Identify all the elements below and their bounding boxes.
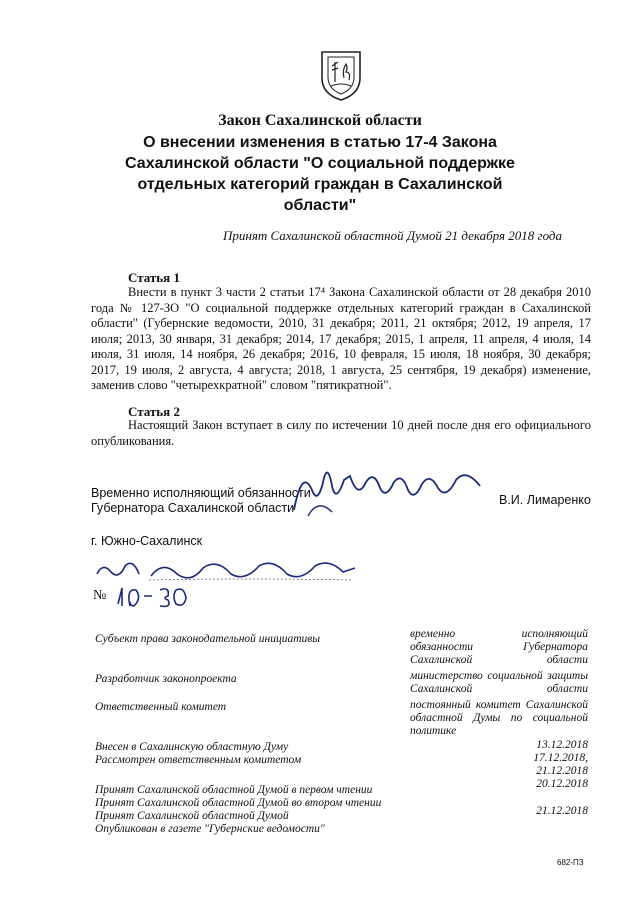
registry-label-initiative: Субъект права законодательной инициативы: [95, 633, 321, 645]
registry-label-first-reading: Принят Сахалинской областной Думой в первом чтении: [95, 784, 373, 796]
signatory-name: В.И. Лимаренко: [499, 493, 591, 507]
article-2-text: Настоящий Закон вступает в силу по истечении 10 дней после дня его официального опубликования.: [91, 418, 591, 448]
handwritten-date: [93, 554, 358, 584]
signatory-role: Временно исполняющий обязанности Губернатора Сахалинской области: [91, 486, 311, 515]
adoption-note: Принят Сахалинской областной Думой 21 декабря 2018 года: [223, 228, 562, 243]
law-title: Закон Сахалинской области: [218, 112, 422, 129]
law-subtitle: О внесении изменения в статью 17-4 Закона Сахалинской области "О социальной поддержке отдельных категорий граждан в Сахалинской области": [125, 134, 515, 214]
registry-value-initiative: временно исполняющий обязанности Губернатора Сахалинской области: [410, 628, 588, 666]
city-name: г. Южно-Сахалинск: [91, 534, 203, 548]
registry-date-adopted: 21.12.2018: [536, 805, 588, 817]
registry-date-first-reading: 20.12.2018: [536, 778, 588, 790]
registry-value-developer: министерство социальной защиты Сахалинской области: [410, 670, 588, 695]
article-1-heading: Статья 1: [128, 270, 180, 285]
number-label: №: [93, 588, 107, 603]
article-2-heading: Статья 2: [128, 404, 180, 419]
registry-date-submitted: 13.12.2018: [536, 739, 588, 751]
coat-of-arms-emblem: [318, 48, 364, 102]
handwritten-number: [114, 582, 194, 610]
registry-date-reviewed-2: 21.12.2018: [536, 765, 588, 777]
registry-label-reviewed: Рассмотрен ответственным комитетом: [95, 754, 302, 766]
registry-label-adopted: Принят Сахалинской областной Думой: [95, 810, 289, 822]
document-code: 682-ПЗ: [557, 858, 584, 867]
registry-label-submitted: Внесен в Сахалинскую областную Думу: [95, 741, 289, 753]
article-1-text: Внести в пункт 3 части 2 статьи 17⁴ Закона Сахалинской области от 28 декабря 2010 года № 127-ЗО "О социальной поддержке отдельных категорий граждан в Сахалинской области" (Губернские ведомости, 2010, 31 декабря; 2011, 21 октября; 2012, 19 апреля, 17 июля; 2013, 30 января, 31 декабря; 2014, 17 декабря; 2015, 1 апреля, 11 апреля, 4 июля, 14 июля, 31 июля, 14 ноября, 26 декабря; 2016, 10 февраля, 15 июля, 18 ноября, 30 декабря; 2017, 19 июля, 2 августа, 4 августа; 2018, 1 августа, 25 сентября, 19 декабря) изменение, заменив слово "четырехкратной" словом "пятикратной".: [91, 285, 591, 392]
handwritten-signature: [288, 460, 488, 522]
registry-value-committee: постоянный комитет Сахалинской областной Думы по социальной политике: [410, 699, 588, 737]
registry-date-reviewed: 17.12.2018,: [533, 752, 588, 764]
registry-label-committee: Ответственный комитет: [95, 701, 227, 713]
registry-label-second-reading: Принят Сахалинской областной Думой во втором чтении: [95, 797, 382, 809]
registry-label-developer: Разработчик законопроекта: [95, 673, 237, 685]
registry-label-published: Опубликован в газете "Губернские ведомости": [95, 823, 325, 835]
